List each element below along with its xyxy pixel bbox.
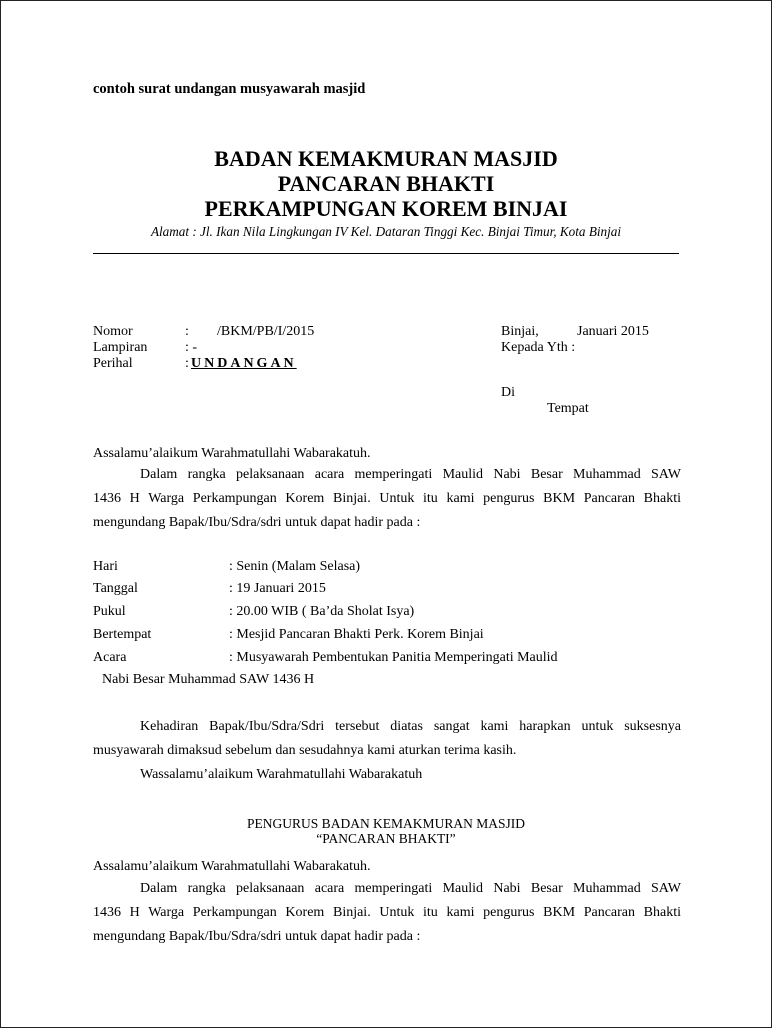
detail-label-hari: Hari xyxy=(93,559,118,574)
letterhead-divider xyxy=(93,253,679,254)
signature-mosque: “PANCARAN BHAKTI” xyxy=(316,831,456,846)
perihal-value: UNDANGAN xyxy=(191,356,297,371)
letterhead-address: Alamat : Jl. Ikan Nila Lingkungan IV Kel. Dataran Tinggi Kec. Binjai Timur, Kota Binjai xyxy=(150,224,622,239)
detail-label-acara: Acara xyxy=(93,650,127,665)
intro-line-1: Dalam rangka pelaksanaan acara memperingati Maulid Nabi Besar Muhammad SAW xyxy=(140,467,681,482)
intro-line-2: 1436 H Warga Perkampungan Korem Binjai. Untuk itu kami pengurus BKM Pancaran Bhakti xyxy=(93,491,681,506)
detail-label-tanggal: Tanggal xyxy=(93,581,138,596)
detail-value-acara: : Musyawarah Pembentukan Panitia Memperingati Maulid xyxy=(229,650,558,665)
recipient-place: Tempat xyxy=(547,401,589,416)
letter-place: Binjai, xyxy=(501,324,539,339)
detail-value-tanggal: : 19 Januari 2015 xyxy=(229,581,326,596)
signature-org: PENGURUS BADAN KEMAKMURAN MASJID xyxy=(247,816,525,831)
recipient-heading: Kepada Yth : xyxy=(501,340,576,355)
detail-label-bertempat: Bertempat xyxy=(93,627,152,642)
intro-paragraph xyxy=(93,463,681,535)
perihal-separator: : xyxy=(185,356,189,371)
closing-line-2: musyawarah dimaksud sebelum dan sesudahnya kami aturkan terima kasih. xyxy=(93,743,517,758)
intro-line-3: mengundang Bapak/Ibu/Sdra/sdri untuk dapat hadir pada : xyxy=(93,515,421,530)
letterhead-location: PERKAMPUNGAN KOREM BINJAI xyxy=(204,196,568,221)
repeat-intro-line-1: Dalam rangka pelaksanaan acara memperingati Maulid Nabi Besar Muhammad SAW xyxy=(140,881,681,896)
lampiran-value: : - xyxy=(185,340,198,355)
closing-salam: Wassalamu’alaikum Warahmatullahi Wabarakatuh xyxy=(140,767,423,782)
closing-line-1: Kehadiran Bapak/Ibu/Sdra/Sdri tersebut diatas sangat kami harapkan untuk suksesnya xyxy=(140,719,681,734)
nomor-value: /BKM/PB/I/2015 xyxy=(217,324,315,339)
closing-paragraph xyxy=(93,715,681,787)
detail-label-pukul: Pukul xyxy=(93,604,126,619)
recipient-di: Di xyxy=(501,385,515,400)
letter-date: Januari 2015 xyxy=(577,324,649,339)
document-caption: contoh surat undangan musyawarah masjid xyxy=(93,81,366,97)
letterhead-org-name: BADAN KEMAKMURAN MASJID xyxy=(214,146,558,171)
greeting: Assalamu’alaikum Warahmatullahi Wabarakatuh. xyxy=(93,446,371,461)
repeat-greeting: Assalamu’alaikum Warahmatullahi Wabarakatuh. xyxy=(93,859,371,874)
detail-acara-continuation: Nabi Besar Muhammad SAW 1436 H xyxy=(102,672,315,687)
letterhead-mosque-name: PANCARAN BHAKTI xyxy=(277,171,495,196)
repeat-intro-paragraph xyxy=(93,877,681,949)
detail-value-hari: : Senin (Malam Selasa) xyxy=(229,559,361,574)
lampiran-label: Lampiran xyxy=(93,340,148,355)
nomor-separator: : xyxy=(185,324,189,339)
nomor-label: Nomor xyxy=(93,324,133,339)
perihal-label: Perihal xyxy=(93,356,133,371)
detail-value-bertempat: : Mesjid Pancaran Bhakti Perk. Korem Binjai xyxy=(229,627,484,642)
detail-value-pukul: : 20.00 WIB ( Ba’da Sholat Isya) xyxy=(229,604,415,619)
repeat-intro-line-3: mengundang Bapak/Ibu/Sdra/sdri untuk dapat hadir pada : xyxy=(93,929,421,944)
repeat-intro-line-2: 1436 H Warga Perkampungan Korem Binjai. Untuk itu kami pengurus BKM Pancaran Bhakti xyxy=(93,905,681,920)
